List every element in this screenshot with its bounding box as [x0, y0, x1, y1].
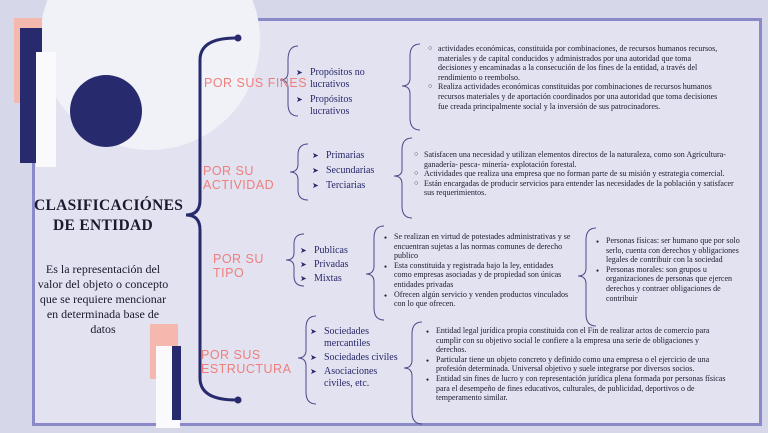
detail-item: ● Personas físicas: ser humano que por solo serlo, cuenta con derechos y obligaciones legales de contribuir con la sociedad — [596, 236, 746, 265]
items-list-fines — [296, 67, 386, 118]
list-item: ➤ Secundarias — [312, 165, 390, 177]
diagram-description: Es la representación del valor del objeto o concepto que se requiere mencionar en determinada base de datos — [37, 262, 169, 336]
details-actividad — [414, 150, 744, 198]
list-item: ➤ Sociedades mercantiles — [310, 326, 400, 350]
list-item: ➤ Sociedades civiles — [310, 352, 400, 364]
detail-item: ● Se realizan en virtud de potestades administrativas y se encuentran sujetas a las normas comunes de derecho publico — [384, 232, 572, 261]
details-fines — [428, 44, 724, 111]
items-list-actividad — [312, 150, 390, 192]
items-list-tipo — [300, 245, 370, 285]
detail-item: ○ Satisfacen una necesidad y utilizan elementos directos de la naturaleza, como son Agricultura- ganadería- pesca- minería- explotación forestal. — [414, 150, 744, 169]
detail-item: ● Particular tiene un objeto concreto y definido como una empresa o el ejercicio de una profesión determinada. Universal objetivo y suele integrarse por diversos socios. — [426, 355, 726, 374]
list-item: ➤ Propósitos lucrativos — [296, 94, 386, 118]
list-item: ➤ Propósitos no lucrativos — [296, 67, 386, 91]
diagram-title: CLASIFICACIÓNES DE ENTIDAD — [34, 197, 184, 234]
items-list-estructura — [310, 326, 400, 390]
details-tipo-extra — [596, 236, 746, 303]
category-label-estructura: POR SUS ESTRUCTURA — [201, 348, 292, 376]
category-label-actividad: POR SU ACTIVIDAD — [203, 164, 275, 192]
detail-item: ● Esta constituida y registrada bajo la ley, entidades como empresas asociadas y de propiedad son únicas entidades privadas — [384, 261, 572, 290]
detail-item: ● Entidad sin fines de lucro y con representación jurídica plena formada por personas físicas para el desempeño de fines educativos, culturales, de publicidad, deportivos o de temperamento similar. — [426, 374, 726, 403]
category-label-tipo: POR SU TIPO — [213, 252, 264, 280]
detail-item: ○ Actividades que realiza una empresa que no forman parte de su misión y estrategia comercial. — [414, 169, 744, 179]
list-item: ➤ Mixtas — [300, 273, 370, 285]
detail-item: ○ actividades económicas, constituida por combinaciones, de recursos humanos recursos, materiales y de capital conducidos y administrados por una autoridad que toma decisiones y encaminadas a la consecución de los fines de la entidad, a través del rendimiento o reembolso. — [428, 44, 724, 82]
detail-item: ● Personas morales: son grupos u organizaciones de personas que ejercen derechos y contraer obligaciones de contribuir — [596, 265, 746, 303]
detail-item: ● Entidad legal jurídica propia constituida con el Fin de realizar actos de comercio para cumplir con su objetivo social le confiere a la empresa una serie de obligaciones y derechos. — [426, 326, 726, 355]
detail-item: ○ Realiza actividades económicas constituidas por combinaciones de recursos humanos recursos materiales y de aportación coordinados por una autoridad que toma decisiones fue creada principalmente social y la inversión de sus patrocinadores. — [428, 82, 724, 111]
detail-item: ● Ofrecen algún servicio y venden productos vinculados con lo que ofrecen. — [384, 290, 572, 309]
list-item: ➤ Asociaciones civiles, etc. — [310, 366, 400, 390]
list-item: ➤ Primarias — [312, 150, 390, 162]
category-label-fines: POR SUS FINES — [204, 76, 308, 90]
list-item: ➤ Terciarias — [312, 180, 390, 192]
list-item: ➤ Privadas — [300, 259, 370, 271]
details-tipo — [384, 232, 572, 309]
list-item: ➤ Publicas — [300, 245, 370, 257]
details-estructura — [426, 326, 726, 403]
detail-item: ○ Están encargadas de producir servicios para entender las necesidades de la población y satisfacer sus requerimientos. — [414, 179, 744, 198]
